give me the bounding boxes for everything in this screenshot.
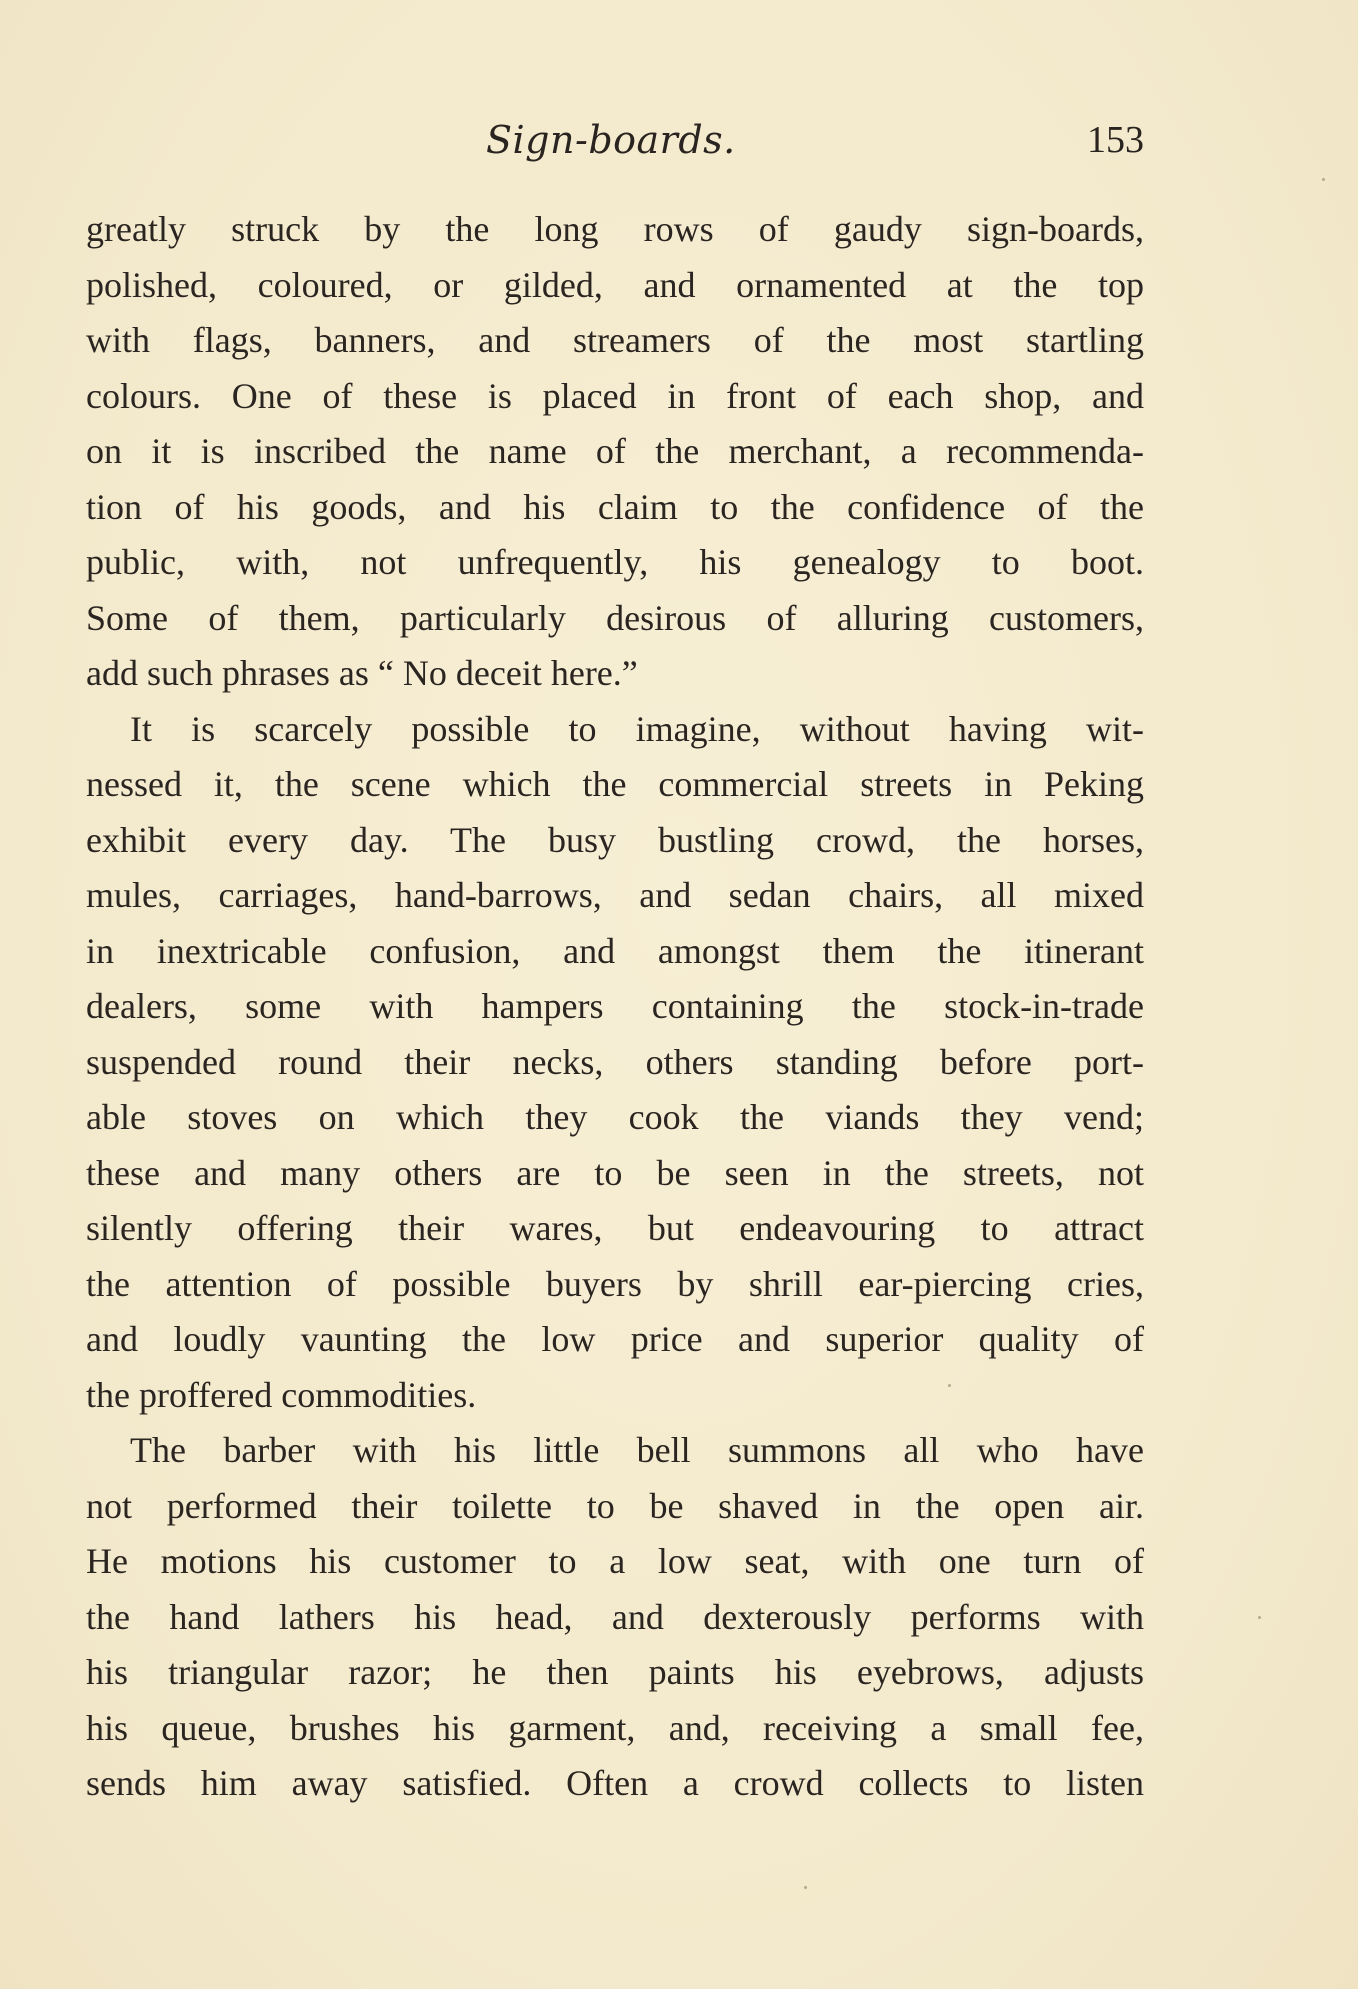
text-line: the attention of possible buyers by shrill ear-piercing cries, [86,1263,1144,1304]
text-line: mules, carriages, hand-barrows, and sedan chairs, all mixed [86,875,1144,915]
page-header [86,118,1144,178]
text-line: his triangular razor; he then paints his eyebrows, adjusts [86,1652,1144,1692]
text-line: on it is inscribed the name of the merchant, a recommenda- [86,431,1144,471]
text-line: suspended round their necks, others standing before port- [86,1041,1144,1082]
body-text [86,202,1144,1812]
text-line: add such phrases as “ No deceit here.” [86,653,638,693]
text-line: not performed their toilette to be shaved in the open air. [86,1485,1144,1526]
paragraph-start-line: It is scarcely possible to imagine, without having wit- [130,708,1144,749]
paragraph-start-line: The barber with his little bell summons all who have [130,1430,1144,1470]
text-line: polished, coloured, or gilded, and ornamented at the top [86,264,1144,305]
paper-speck [1322,178,1325,181]
text-line: Some of them, particularly desirous of alluring customers, [86,597,1144,638]
text-line: colours. One of these is placed in front of each shop, and [86,375,1144,416]
text-line: silently offering their wares, but endeavouring to attract [86,1208,1144,1248]
paper-speck [948,1384,951,1387]
text-line: the hand lathers his head, and dexterously performs with [86,1596,1144,1637]
text-line: the proffered commodities. [86,1374,477,1415]
text-line: sends him away satisfied. Often a crowd collects to listen [86,1763,1144,1803]
text-line: his queue, brushes his garment, and, receiving a small fee, [86,1707,1144,1748]
text-line: nessed it, the scene which the commercial streets in Peking [86,764,1144,804]
page-number: 153 [1087,119,1144,161]
text-line: and loudly vaunting the low price and superior quality of [86,1319,1144,1359]
text-line: able stoves on which they cook the viands they vend; [86,1097,1144,1137]
text-line: these and many others are to be seen in the streets, not [86,1152,1144,1193]
text-line: greatly struck by the long rows of gaudy sign-boards, [86,209,1144,249]
running-title: Sign-boards. [486,118,736,162]
text-line: He motions his customer to a low seat, with one turn of [86,1541,1144,1581]
paper-speck [804,1886,807,1889]
paper-speck [1258,1616,1261,1619]
text-line: exhibit every day. The busy bustling crowd, the horses, [86,819,1144,860]
text-line: dealers, some with hampers containing the stock-in-trade [86,986,1144,1026]
text-line: with flags, banners, and streamers of the most startling [86,320,1144,360]
text-line: tion of his goods, and his claim to the confidence of the [86,486,1144,527]
text-line: public, with, not unfrequently, his genealogy to boot. [86,542,1144,582]
text-line: in inextricable confusion, and amongst them the itinerant [86,930,1144,971]
